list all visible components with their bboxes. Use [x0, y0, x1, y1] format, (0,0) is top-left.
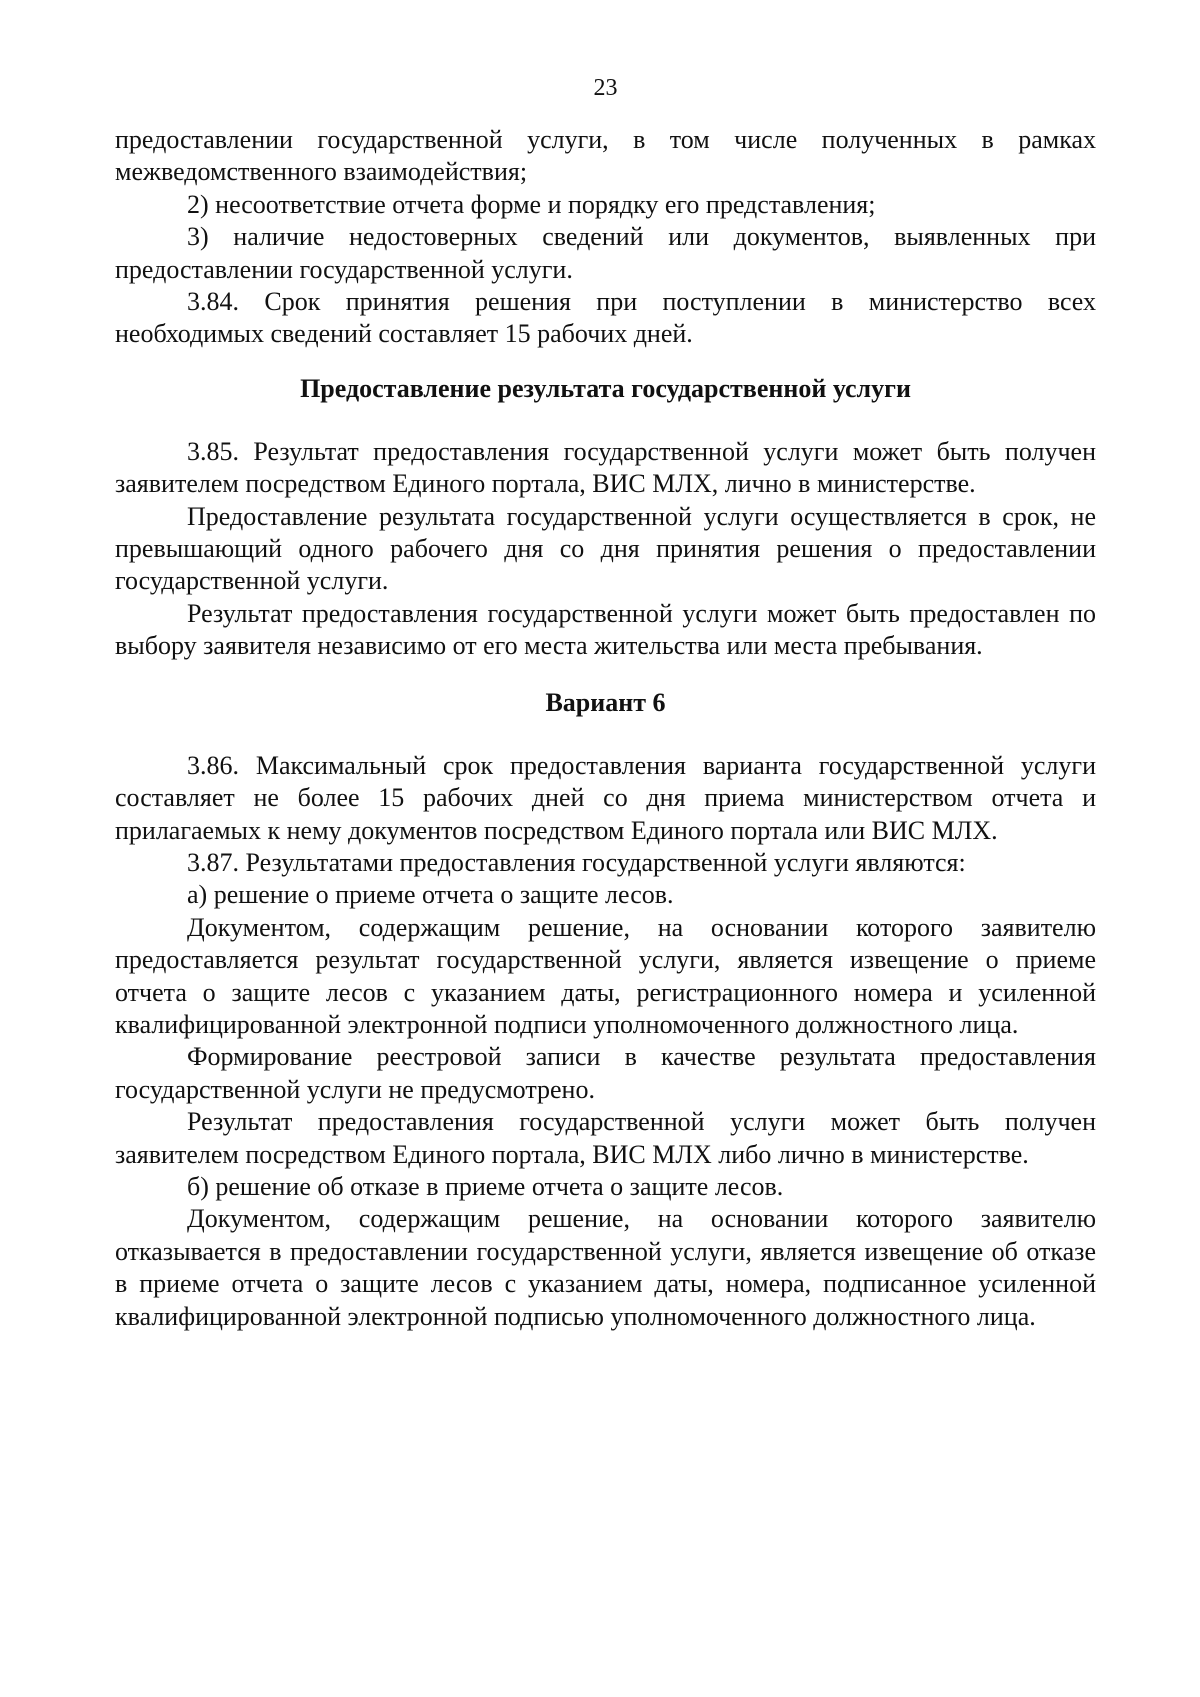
- paragraph: Формирование реестровой записи в качестве результата предоставления государственной услуги не предусмотрено.: [115, 1042, 1096, 1104]
- paragraph: Документом, содержащим решение, на основании которого заявителю отказывается в предоставлении государственной услуги, является извещение об отказе в приеме отчета о защите лесов с указанием даты, номера, подписанное усиленной квалифицированной электронной подписью уполномоченного должностного лица.: [115, 1204, 1096, 1331]
- paragraph: а) решение о приеме отчета о защите лесов.: [187, 880, 674, 910]
- paragraph: предоставлении государственной услуги, в том числе полученных в рамках межведомственного взаимодействия;: [115, 125, 1096, 187]
- paragraph: 3.86. Максимальный срок предоставления варианта государственной услуги составляет не более 15 рабочих дней со дня приема министерством отчета и прилагаемых к нему документов посредством Единого портала или ВИС МЛХ.: [115, 750, 1096, 845]
- paragraph: Документом, содержащим решение, на основании которого заявителю предоставляется результат государственной услуги, является извещение о приеме отчета о защите лесов с указанием даты, регистрационного номера и усиленной квалифицированной электронной подписи уполномоченного должностного лица.: [115, 912, 1096, 1039]
- paragraph: Результат предоставления государственной услуги может быть получен заявителем посредством Единого портала, ВИС МЛХ либо лично в министерстве.: [115, 1107, 1096, 1169]
- paragraph: Результат предоставления государственной услуги может быть предоставлен по выбору заявителя независимо от его места жительства или места пребывания.: [115, 598, 1096, 661]
- paragraph: 3) наличие недостоверных сведений или документов, выявленных при предоставлении государственной услуги.: [115, 222, 1096, 284]
- document-page: [115, 70, 1096, 1333]
- paragraph: б) решение об отказе в приеме отчета о защите лесов.: [187, 1171, 784, 1201]
- paragraph: Предоставление результата государственной услуги осуществляется в срок, не превышающий одного рабочего дня со дня принятия решения о предоставлении государственной услуги.: [115, 501, 1096, 596]
- paragraph: 3.87. Результатами предоставления государственной услуги являются:: [187, 847, 966, 877]
- section-heading: Вариант 6: [545, 687, 666, 717]
- section-heading: Предоставление результата государственной услуги: [300, 373, 911, 403]
- paragraph: 2) несоответствие отчета форме и порядку его представления;: [187, 189, 876, 219]
- page-number: 23: [593, 75, 618, 101]
- paragraph: 3.84. Срок принятия решения при поступлении в министерство всех необходимых сведений составляет 15 рабочих дней.: [115, 287, 1096, 349]
- paragraph: 3.85. Результат предоставления государственной услуги может быть получен заявителем посредством Единого портала, ВИС МЛХ, лично в министерстве.: [115, 436, 1096, 499]
